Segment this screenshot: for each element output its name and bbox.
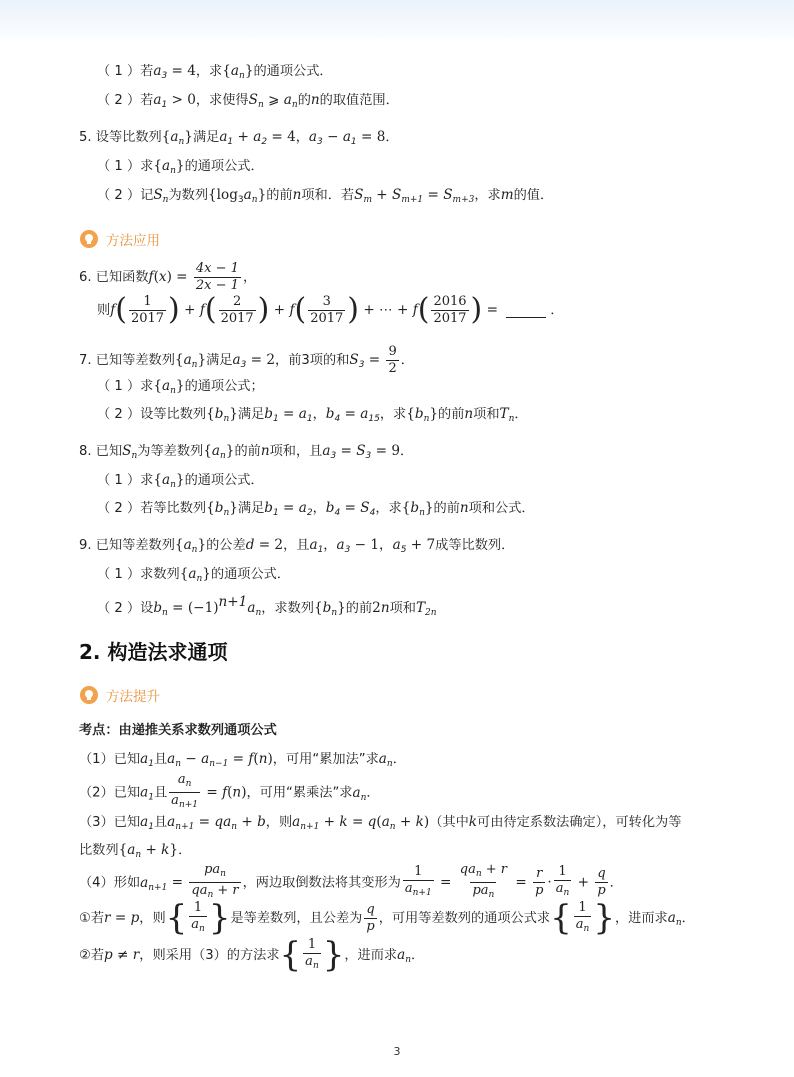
p9-stem: 9. 已知等差数列$\{a_n\}$的公差d = 2，且$a_1$，$a_3 - 1$，$a_5 + 7$成等比数列． xyxy=(79,537,515,555)
lightbulb-icon xyxy=(80,686,98,704)
p5-stem: 5. 设等比数列$\{a_n\}$满足$a_1 + a_2 = 4$，$a_3 - a_1 = 8$． xyxy=(79,129,399,147)
lightbulb-icon xyxy=(80,230,98,248)
p7-sub2: （ 2 ）设等比数列$\{b_n\}$满足$b_1 = a_1$，$b_4 = a_{15}$，求$\{b_n\}$的前n项和$T_n$． xyxy=(97,406,528,424)
p7-sub1: （ 1 ）求$\{a_n\}$的通项公式； xyxy=(97,378,264,396)
p6-stem: 6. 已知函数f(x) = $\frac{4x - 1}{2x - 1}$ ， xyxy=(79,260,257,293)
case-1: ①若r = p，则{ $\frac{1}{a_n}$ }是等差数列，且公差为 $\frac{q}{p}$ ，可用等差数列的通项公式求{ $\frac{1}{a_n}$ }，进而求$a_n$． xyxy=(79,898,695,938)
p4-sub2: （ 2 ）若$a_1 > 0$，求使得$S_n$ ⩾ $a_n$的n的取值范围． xyxy=(97,92,399,110)
p9-sub1: （ 1 ）求数列$\{a_n\}$的通项公式． xyxy=(97,566,291,584)
p8-sub2: （ 2 ）若等比数列$\{b_n\}$满足$b_1 = a_2$，$b_4 = S_4$，求$\{b_n\}$的前n项和公式． xyxy=(97,500,535,518)
page-number: 3 xyxy=(393,1045,401,1058)
answer-blank xyxy=(506,303,546,318)
method-3: （3）已知$a_1$且$a_{n+1} = qa_n + b$，则$a_{n+1} + k = q(a_n + k)$（其中k可由待定系数法确定），可转化为等 xyxy=(79,814,682,832)
p4-sub1: （ 1 ）若$a_3 = 4$，求$\{a_n\}$的通项公式． xyxy=(97,63,333,81)
method-badge-improve: 方法提升 xyxy=(80,685,160,705)
p5-sub2: （ 2 ）记$S_n$为数列$\{\log_3a_n\}$的前n项和．若$S_m + S_{m+1} = S_{m+3}$，求m的值． xyxy=(97,187,554,205)
method-3-line2: 比数列$\{a_n + k\}$． xyxy=(79,842,192,860)
section-heading: 2. 构造法求通项 xyxy=(79,640,228,664)
p9-sub2: （ 2 ）设$b_n = (-1)^{n+1}a_n$，求数列$\{b_n\}$的前2n项和$T_{2n}$ xyxy=(97,594,437,618)
p8-stem: 8. 已知$S_n$为等差数列$\{a_n\}$的前n项和，且$a_3 = S_3 = 9$． xyxy=(79,443,414,461)
p5-sub1: （ 1 ）求$\{a_n\}$的通项公式． xyxy=(97,158,264,176)
kaodian-title: 考点：由递推关系求数列通项公式 xyxy=(79,723,277,738)
method-2: （2）已知$a_1$且 $\frac{a_n}{a_{n+1}}$ = f(n)，可用“累乘法”求$a_n$． xyxy=(79,772,380,816)
case-2: ②若p ≠ r，则采用（3）的方法求{ $\frac{1}{a_n}$ }，进而求$a_n$． xyxy=(79,935,425,975)
p8-sub1: （ 1 ）求$\{a_n\}$的通项公式． xyxy=(97,472,264,490)
p7-stem: 7. 已知等差数列$\{a_n\}$满足$a_3 = 2$，前3项的和$S_3$ = $\frac{9}{2}$ ． xyxy=(79,343,414,376)
method-4: （4）形如$a_{n+1}$ = $\frac{pa_n}{qa_n + r}$ ，两边取倒数法将其变形为 $\frac{1}{a_{n+1}}$ = $\frac{qa_n + r}{pa_n}$ = $\frac{r}{p}$ · $\frac{1}{a_n}$ + $\frac{q}{p}$ ． xyxy=(79,862,623,906)
method-1: （1）已知$a_1$且$a_n - a_{n-1} = f(n)$，可用“累加法”求$a_n$． xyxy=(79,751,406,769)
method-badge-apply: 方法应用 xyxy=(80,229,160,249)
p6-line2: 则f( $\frac{1}{2017}$ ) + f( $\frac{2}{2017}$ ) + f( $\frac{3}{2017}$ ) + ⋯ + f( $\frac{2016}{2017}$ ) = ． xyxy=(97,292,564,327)
